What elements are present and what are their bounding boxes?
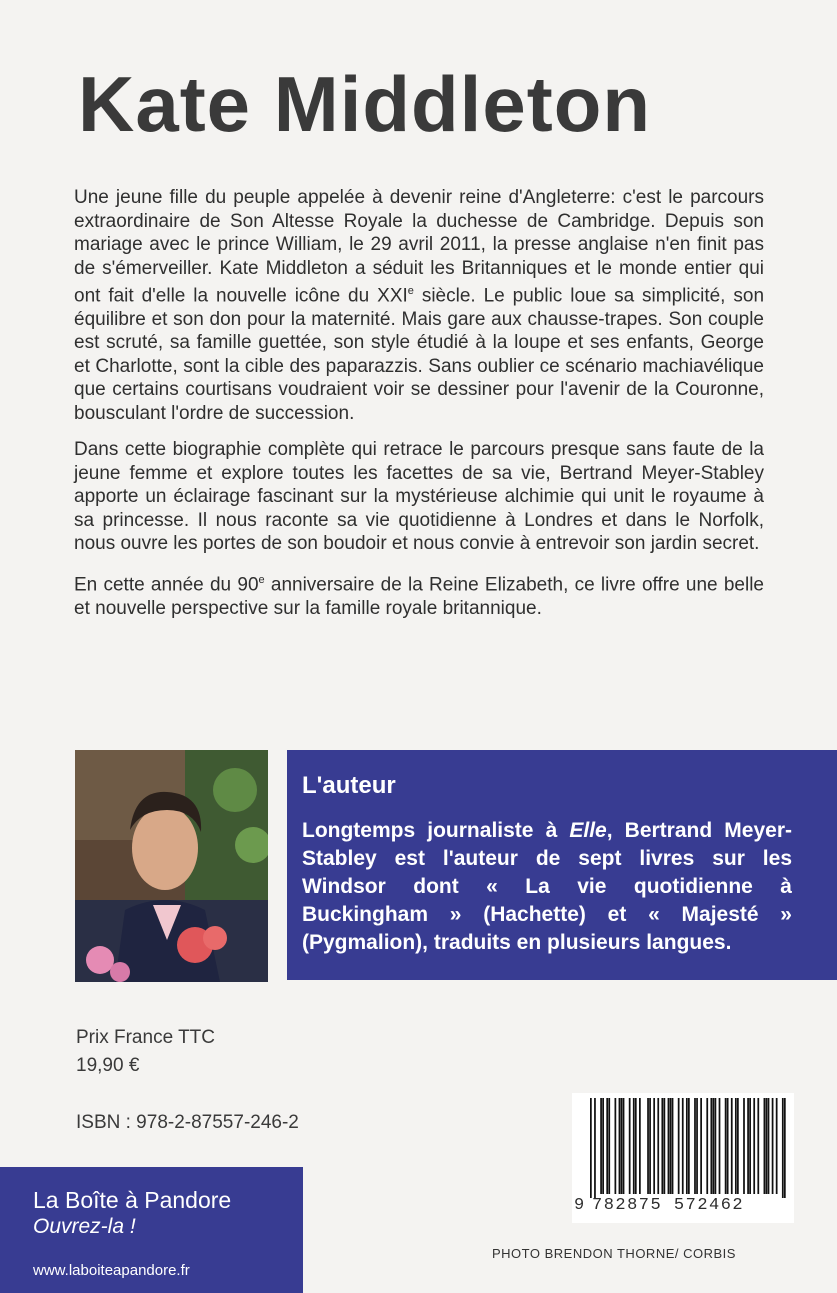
- publisher-slogan: Ouvrez-la !: [33, 1215, 136, 1238]
- barcode-first-digit: 9: [574, 1196, 585, 1215]
- book-title: Kate Middleton: [78, 60, 651, 148]
- magazine-name: Elle: [569, 819, 607, 842]
- author-photo: [75, 750, 268, 982]
- barcode-bars: [590, 1098, 786, 1198]
- price-value: 19,90 €: [76, 1055, 140, 1076]
- blurb-paragraph-3: En cette année du 90e anniversaire de la Reine Elizabeth, ce livre offre une belle et nouvelle perspective sur la famille royale britannique.: [74, 573, 764, 619]
- author-bio: Longtemps journaliste à Elle, Bertrand Meyer-Stabley est l'auteur de sept livres sur les Windsor dont « La vie quotidienne à Buckingham » (Hachette) et « Majesté » (Pygmalion), traduits en plusieurs langues.: [302, 819, 792, 954]
- publisher-url: www.laboiteapandore.fr: [33, 1262, 190, 1279]
- price-label: Prix France TTC: [76, 1027, 216, 1048]
- author-heading: L'auteur: [302, 772, 396, 799]
- blurb-paragraph-2: Dans cette biographie complète qui retrace le parcours presque sans faute de la jeune femme et explore toutes les facettes de sa vie, Bertrand Meyer-Stabley apporte un éclairage fascinant sur la mystérieuse alchimie qui unit le royaume à sa princesse. Il nous raconte sa vie quotidienne à Londres et dans le Norfolk, nous ouvre les portes de son boudoir et nous convie à entrevoir son jardin secret.: [74, 439, 764, 555]
- barcode-digits: 782875 572462: [592, 1196, 745, 1215]
- publisher-block: [0, 1167, 303, 1293]
- barcode: [572, 1093, 794, 1223]
- photo-credit: PHOTO BRENDON THORNE/ CORBIS: [492, 1246, 736, 1261]
- author-box: [287, 750, 837, 980]
- publisher-name: La Boîte à Pandore: [33, 1187, 232, 1213]
- blurb-paragraph-1: Une jeune fille du peuple appelée à devenir reine d'Angleterre: c'est le parcours extraordinaire de Son Altesse Royale la duchesse de Cambridge. Depuis son mariage avec le prince William, le 29 avril 2011, la presse anglaise n'en finit pas de s'émerveiller. Kate Middleton a séduit les Britanniques et le monde entier qui ont fait d'elle la nouvelle icône du XXIe siècle. Le public loue sa simplicité, son équilibre et son don pour la maternité. Mais gare aux chausse-trapes. Son couple est scruté, sa famille guettée, son style étudié à la loupe et ses enfants, George et Charlotte, sont la cible des paparazzis. Sans oublier ce scénario machiavélique que certains courtisans voudraient voir se dessiner pour l'avenir de la Couronne, bousculant l'ordre de succession.: [74, 187, 765, 424]
- back-cover-blurb: [74, 186, 764, 633]
- isbn-number: ISBN : 978-2-87557-246-2: [76, 1112, 299, 1133]
